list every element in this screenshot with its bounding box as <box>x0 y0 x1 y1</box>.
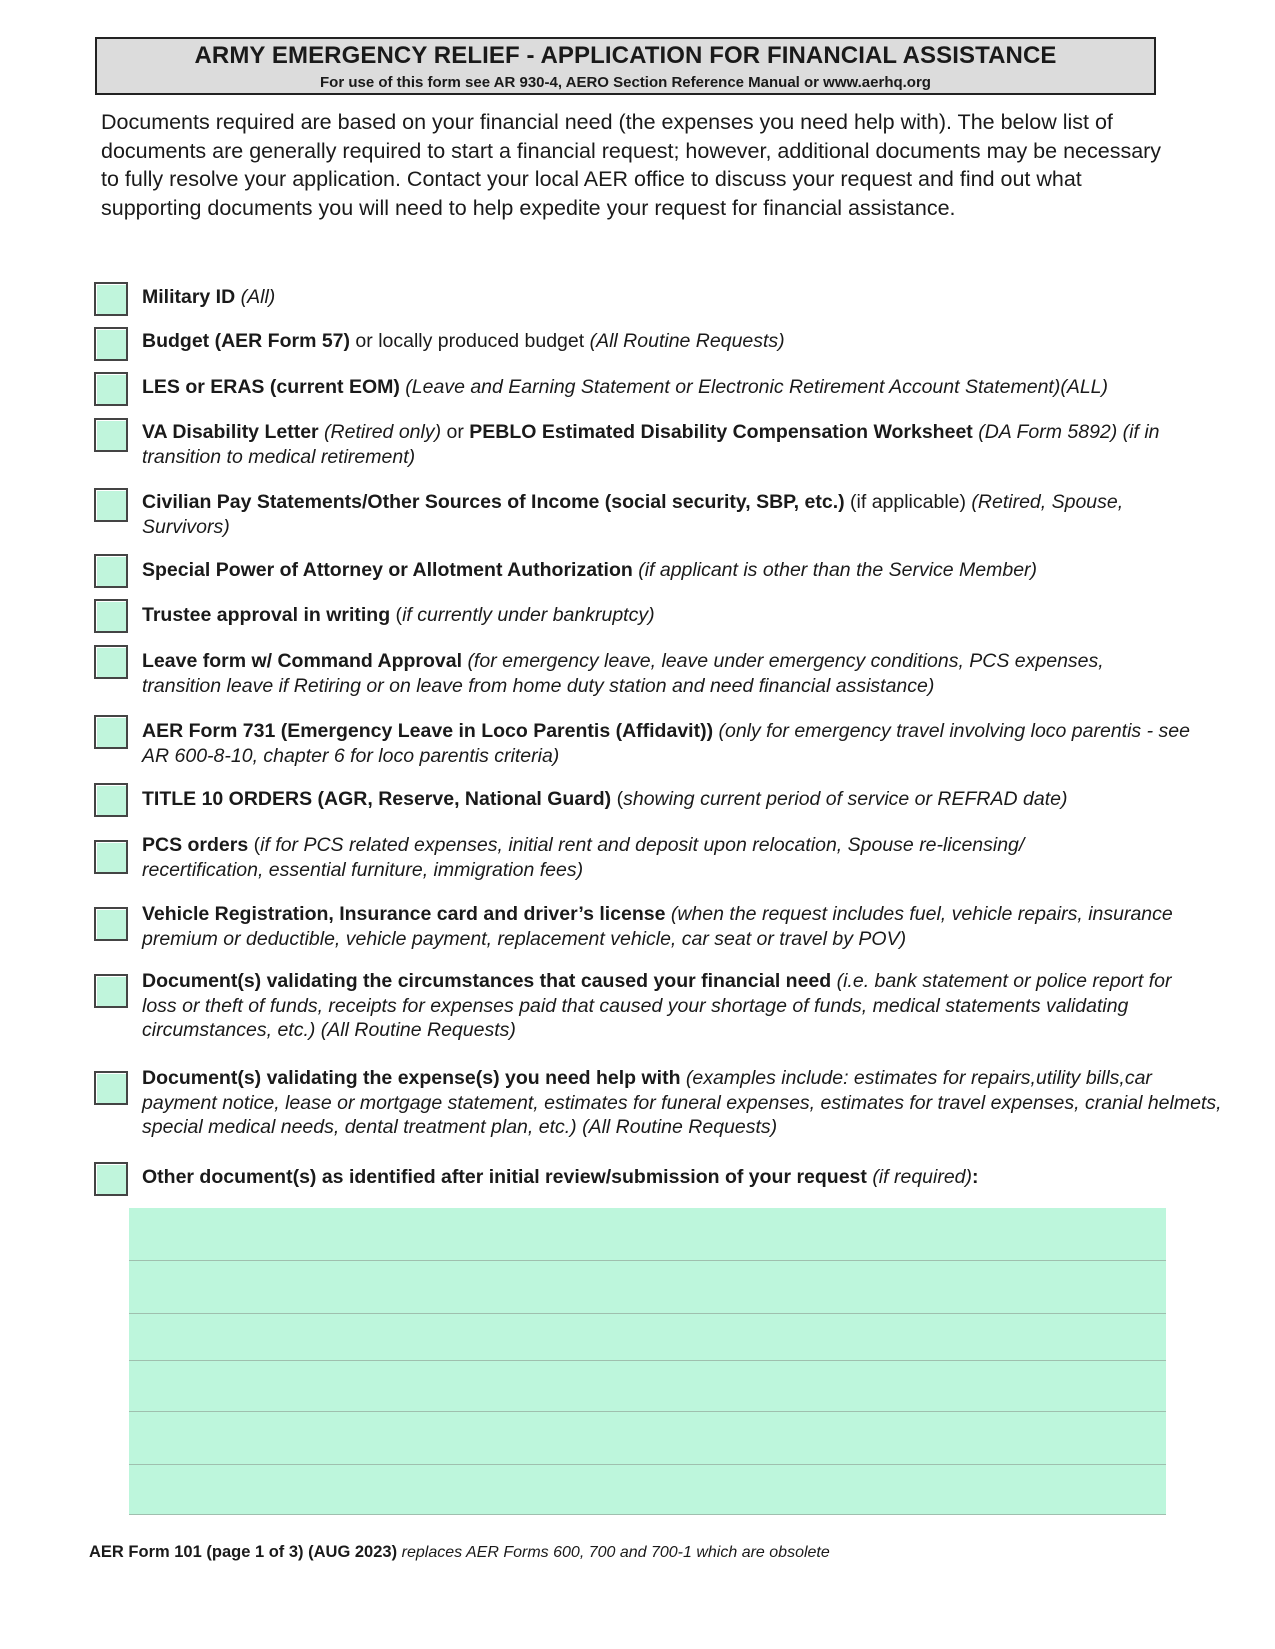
item-label-secondary: PEBLO Estimated Disability Compensation Worksheet <box>469 421 973 443</box>
item-label: AER Form 731 (Emergency Leave in Loco Parentis (Affidavit)) <box>142 720 714 742</box>
item-label: Document(s) validating the circumstances that caused your financial need <box>142 970 832 992</box>
form-header <box>95 37 1156 95</box>
item-note: (Retired only) <box>324 421 442 443</box>
checkbox-other-documents[interactable] <box>94 1162 128 1196</box>
field-line <box>129 1411 1166 1412</box>
checkbox-budget[interactable] <box>94 327 128 361</box>
item-note: (for emergency leave, leave under emergency conditions, PCS expenses, transition leave if Retiring or on leave from home duty station and need financial assistance) <box>142 650 1104 697</box>
item-label: TITLE 10 ORDERS (AGR, Reserve, National Guard) <box>142 788 612 810</box>
checklist-text: Civilian Pay Statements/Other Sources of Income (social security, SBP, etc.) (if applicable) (Retired, Spouse, Survivors) <box>142 491 1124 538</box>
item-label: Special Power of Attorney or Allotment Authorization <box>142 559 633 581</box>
field-line <box>129 1360 1166 1361</box>
intro-paragraph: Documents required are based on your financial need (the expenses you need help with). The below list of documents are generally required to start a financial request; however, additional documents may be necessary to fully resolve your application. Contact your local AER office to discuss your request and find out what supporting documents you will need to help expedite your request for financial assistance. <box>101 110 1162 220</box>
checklist-text: PCS orders (if for PCS related expenses, initial rent and deposit upon relocation, Spouse re-licensing/ recertification, essential furniture, immigration fees) <box>142 834 1025 881</box>
item-note: (if required) <box>872 1166 973 1188</box>
field-line <box>129 1464 1166 1465</box>
item-label: Civilian Pay Statements/Other Sources of Income (social security, SBP, etc.) <box>142 491 845 513</box>
item-label: LES or ERAS (current EOM) <box>142 376 400 398</box>
checklist-text <box>142 1066 1222 1140</box>
form-id: AER Form 101 (page 1 of 3) (AUG 2023) <box>89 1543 398 1561</box>
checkbox-military-id[interactable] <box>94 282 128 316</box>
item-note: (when the request includes fuel, vehicle repairs, insurance premium or deductible, vehicle payment, replacement vehicle, car seat or travel by POV) <box>142 903 1173 950</box>
checklist-text <box>142 558 1202 583</box>
item-label: PCS orders <box>142 834 249 856</box>
checklist-text: Trustee approval in writing (if currently under bankruptcy) <box>142 604 655 626</box>
checkbox-leave-form[interactable] <box>94 645 128 679</box>
item-label: Document(s) validating the expense(s) you need help with <box>142 1067 681 1089</box>
checkbox-expense-documents[interactable] <box>94 1071 128 1105</box>
item-label: Military ID <box>142 286 236 308</box>
checkbox-va-disability[interactable] <box>94 418 128 452</box>
checkbox-aer-form-731[interactable] <box>94 715 128 749</box>
checkbox-pcs-orders[interactable] <box>94 840 128 874</box>
checklist-text: Budget (AER Form 57) or locally produced budget (All Routine Requests) <box>142 330 785 352</box>
item-note: (Leave and Earning Statement or Electronic Retirement Account Statement)(ALL) <box>405 376 1109 398</box>
field-line <box>129 1260 1166 1261</box>
checklist-text <box>142 902 1202 951</box>
item-label: Other document(s) as identified after initial review/submission of your request <box>142 1166 867 1188</box>
checklist-text: VA Disability Letter (Retired only) or PEBLO Estimated Disability Compensation Worksheet (DA Form 5892) (if in transition to medical retirement) <box>142 421 1160 468</box>
checkbox-les-eras[interactable] <box>94 372 128 406</box>
checklist-text <box>142 375 1202 400</box>
checklist-text: TITLE 10 ORDERS (AGR, Reserve, National Guard) (showing current period of service or REFRAD date) <box>142 788 1068 810</box>
checklist-text <box>142 285 1202 310</box>
other-documents-field[interactable] <box>129 1208 1166 1515</box>
form-obsolete-note: replaces AER Forms 600, 700 and 700-1 which are obsolete <box>401 1544 830 1561</box>
checklist-text <box>142 969 1202 1043</box>
item-label: Budget (AER Form 57) <box>142 330 351 352</box>
checklist-text: Other document(s) as identified after initial review/submission of your request (if required): <box>142 1166 979 1188</box>
item-label: Trustee approval in writing <box>142 604 391 626</box>
item-label: Vehicle Registration, Insurance card and driver’s license <box>142 903 666 925</box>
form-subtitle: For use of this form see AR 930-4, AERO Section Reference Manual or www.aerhq.org <box>320 74 931 91</box>
checkbox-title-10-orders[interactable] <box>94 783 128 817</box>
item-note: (examples include: estimates for repairs,utility bills,car payment notice, lease or mortgage statement, estimates for funeral expenses, estimates for travel expenses, cranial helmets, special medical needs, dental treatment plan, etc.) (All Routine Requests) <box>142 1067 1222 1138</box>
item-note-secondary: (DA Form 5892) (if in transition to medical retirement) <box>142 421 1160 468</box>
checkbox-trustee[interactable] <box>94 599 128 633</box>
item-note: (only for emergency travel involving loco parentis - see AR 600-8-10, chapter 6 for loco parentis criteria) <box>142 720 1190 767</box>
field-line <box>129 1514 1166 1515</box>
item-note: (i.e. bank statement or police report for loss or theft of funds, receipts for expenses paid that caused your shortage of funds, medical statements validating circumstances, etc.) (All Routine Requests) <box>142 970 1172 1041</box>
form-title: ARMY EMERGENCY RELIEF - APPLICATION FOR FINANCIAL ASSISTANCE <box>194 42 1057 69</box>
item-note: (Retired, Spouse, Survivors) <box>142 491 1124 538</box>
checkbox-vehicle-registration[interactable] <box>94 907 128 941</box>
item-note: (All) <box>240 286 276 308</box>
checklist-text <box>142 719 1202 768</box>
item-note: showing current period of service or REFRAD date) <box>623 788 1068 810</box>
item-label: Leave form w/ Command Approval <box>142 650 463 672</box>
item-note: if for PCS related expenses, initial rent and deposit upon relocation, Spouse re-licensing/ recertification, essential furniture, immigration fees) <box>142 834 1025 881</box>
checkbox-special-poa[interactable] <box>94 554 128 588</box>
item-note: (All Routine Requests) <box>589 330 785 352</box>
checkbox-circumstances-documents[interactable] <box>94 974 128 1008</box>
checkbox-civilian-pay[interactable] <box>94 488 128 522</box>
checklist-text <box>142 649 1152 698</box>
item-note: (if applicant is other than the Service Member) <box>638 559 1038 581</box>
item-label: VA Disability Letter <box>142 421 319 443</box>
field-line <box>129 1313 1166 1314</box>
item-note: if currently under bankruptcy) <box>402 604 655 626</box>
form-footer <box>89 1543 830 1562</box>
